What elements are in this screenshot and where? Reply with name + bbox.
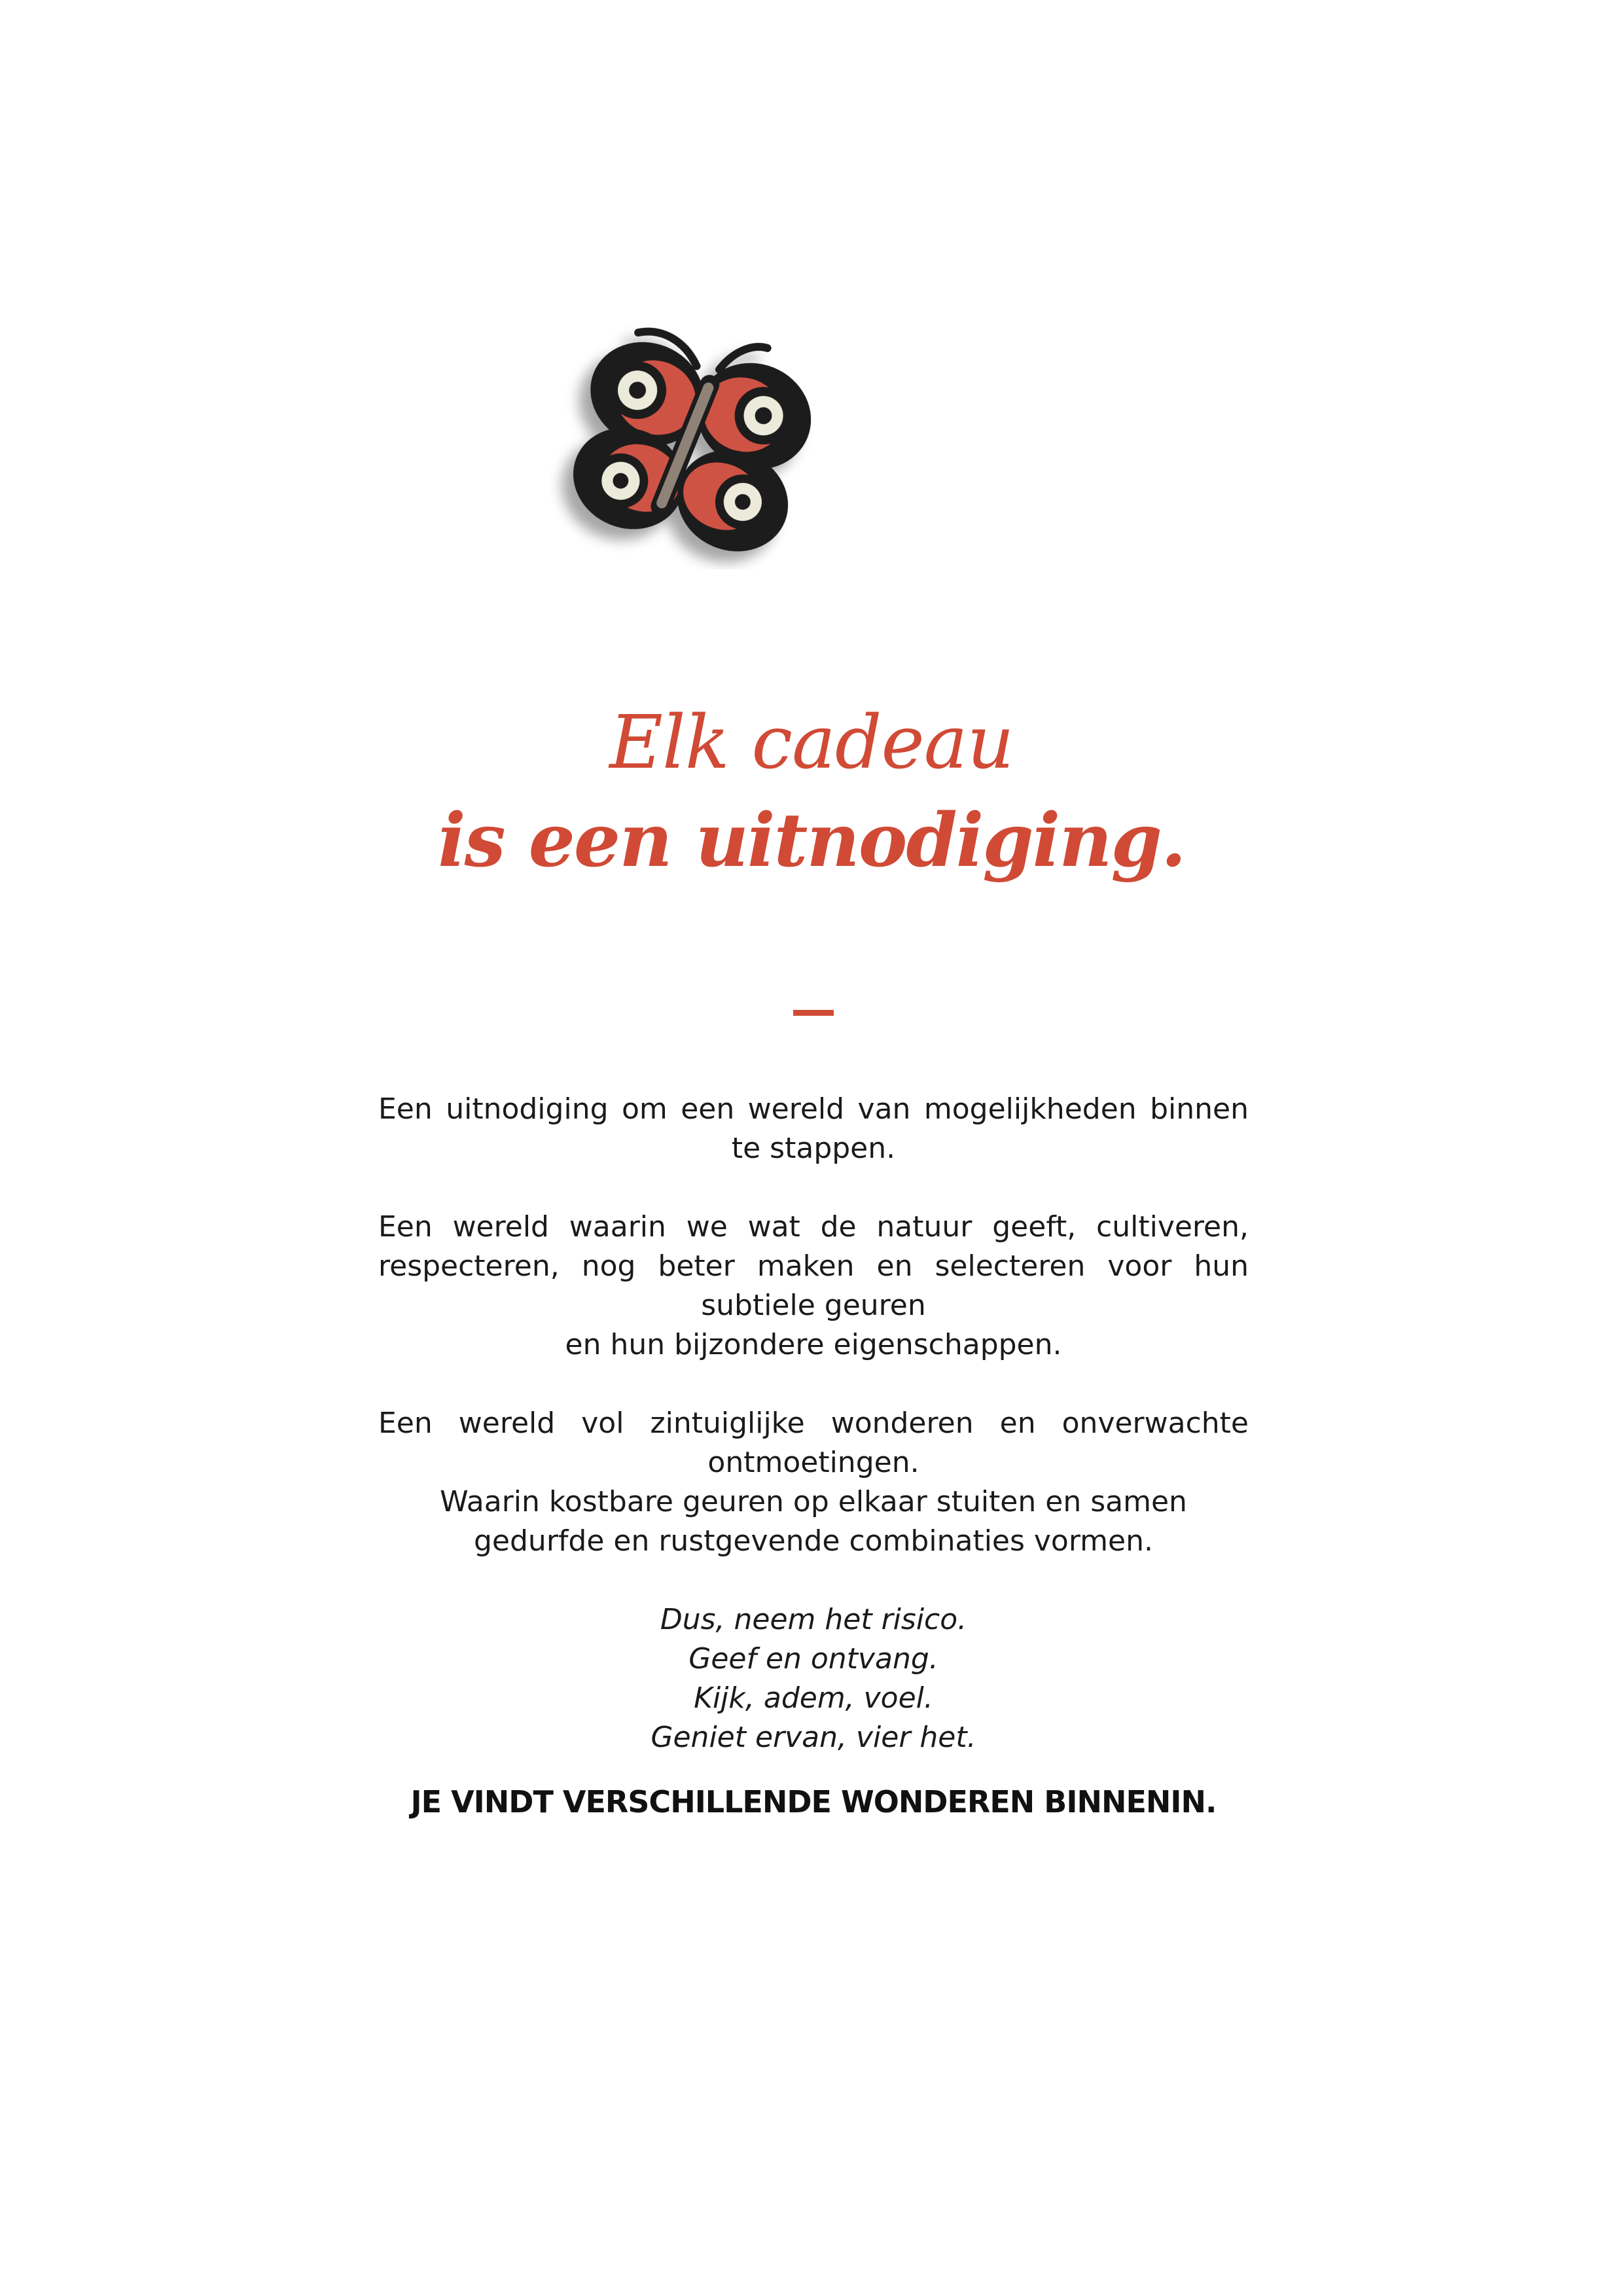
body-text [378,1090,1249,1821]
italic-line-1: Dus, neem het risico. [660,1603,967,1636]
butterfly-icon [550,308,825,569]
italic-line-3: Kijk, adem, voel. [694,1681,933,1715]
accent-dash [793,1010,834,1016]
paragraph-2 [378,1208,1249,1365]
paragraph-2-text: Een wereld waarin we wat de natuur geeft, cultiveren, respecteren, nog beter maken en selecteren voor hun subtiele geuren [378,1210,1249,1322]
closing-statement: JE VINDT VERSCHILLENDE WONDEREN BINNENIN. [410,1784,1217,1820]
paragraph-3-text-3: gedurfde en rustgevende combinaties vormen. [474,1524,1153,1558]
paragraph-3-text-2: Waarin kostbare geuren op elkaar stuiten en samen [440,1485,1187,1518]
paragraph-3 [378,1404,1249,1561]
paragraph-1-text: Een uitnodiging om een wereld van mogelijkheden binnen te stappen. [378,1092,1249,1165]
italic-line-2: Geef en ontvang. [688,1642,938,1676]
paragraph-2-text-2: en hun bijzondere eigenschappen. [565,1328,1062,1361]
italic-line-4: Geniet ervan, vier het. [651,1721,976,1754]
headline-line-2: is een uitnodiging. [438,798,1185,884]
paragraph-3-text: Een wereld vol zintuiglijke wonderen en onverwachte ontmoetingen. [378,1407,1249,1479]
italic-lines [378,1600,1249,1757]
paragraph-1 [378,1090,1249,1168]
headline-line-1: Elk cadeau [609,700,1014,785]
headline [0,694,1623,890]
